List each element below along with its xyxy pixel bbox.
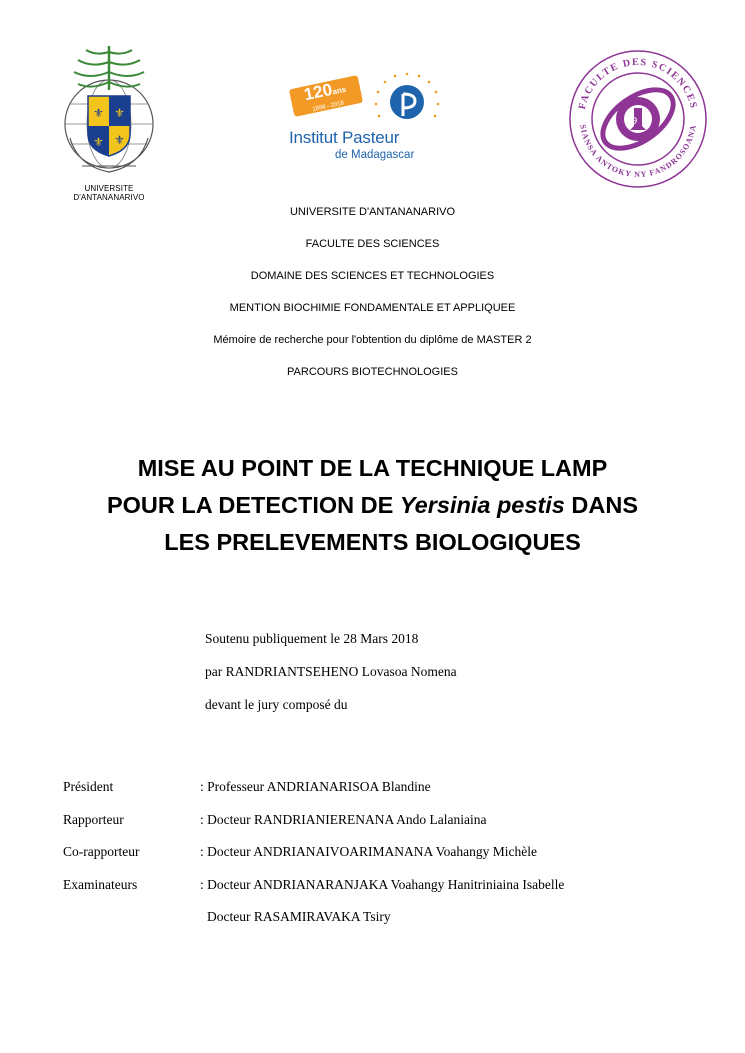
defense-date: Soutenu publiquement le 28 Mars 2018 bbox=[205, 631, 419, 646]
title-species: Yersinia pestis bbox=[399, 492, 565, 518]
svg-text:⚜: ⚜ bbox=[114, 106, 125, 120]
title-line-3: LES PRELEVEMENTS BIOLOGIQUES bbox=[164, 529, 581, 555]
svg-text:⚜: ⚜ bbox=[93, 106, 104, 120]
anniversary-number: 120 bbox=[302, 79, 334, 105]
header-track: PARCOURS BIOTECHNOLOGIES bbox=[287, 366, 458, 378]
jury-role: Rapporteur bbox=[63, 811, 124, 827]
institut-pasteur-logo bbox=[285, 72, 455, 167]
jury-row-examinateurs bbox=[63, 876, 703, 909]
jury-row-co-rapporteur bbox=[63, 843, 703, 876]
svg-text:∂: ∂ bbox=[632, 116, 638, 127]
jury-row-president bbox=[63, 778, 703, 811]
jury-member: : Docteur ANDRIANAIVOARIMANANA Voahangy Michèle bbox=[200, 844, 537, 859]
jury-member: : Docteur RANDRIANIERENANA Ando Lalaniaina bbox=[200, 811, 487, 827]
faculty-logo bbox=[566, 48, 710, 190]
defense-info bbox=[205, 630, 457, 729]
svg-text:⚜: ⚜ bbox=[93, 135, 104, 149]
anniversary-badge bbox=[289, 75, 363, 117]
jury-row-examinateur-extra bbox=[63, 908, 703, 941]
header-university: UNIVERSITE D'ANTANANARIVO bbox=[289, 206, 456, 218]
jury-role: Co-rapporteur bbox=[63, 844, 140, 859]
title-line-2-before: POUR LA DETECTION DE bbox=[106, 492, 400, 518]
jury-role: Examinateurs bbox=[63, 876, 138, 892]
anniversary-suffix: ans bbox=[331, 84, 348, 97]
institut-pasteur-subname: de Madagascar bbox=[335, 149, 415, 161]
jury-row-rapporteur bbox=[63, 811, 703, 844]
jury-member: Docteur RASAMIRAVAKA Tsiry bbox=[207, 909, 391, 924]
thesis-title bbox=[60, 450, 685, 561]
institut-pasteur-name: Institut Pasteur bbox=[289, 128, 400, 147]
university-logo bbox=[48, 38, 170, 202]
pasteur-stars-icon bbox=[371, 72, 443, 130]
header-mention: MENTION BIOCHIMIE FONDAMENTALE ET APPLIQUEE bbox=[229, 302, 516, 314]
header-faculty: FACULTE DES SCIENCES bbox=[305, 238, 440, 250]
svg-text:⚜: ⚜ bbox=[114, 133, 125, 147]
title-line-2 bbox=[60, 487, 685, 524]
defense-jury-intro: devant le jury composé du bbox=[205, 697, 348, 712]
jury-member: : Docteur ANDRIANARANJAKA Voahangy Hanitriniaina Isabelle bbox=[200, 876, 565, 892]
institution-header bbox=[0, 204, 745, 396]
title-line-2-after: DANS bbox=[564, 492, 639, 518]
faculty-ring-top-text: FACULTE DES SCIENCES bbox=[576, 56, 700, 111]
header-memoir: Mémoire de recherche pour l'obtention du diplôme de MASTER 2 bbox=[213, 334, 532, 346]
title-line-1: MISE AU POINT DE LA TECHNIQUE LAMP bbox=[137, 455, 608, 481]
jury-member: : Professeur ANDRIANARISOA Blandine bbox=[200, 779, 431, 794]
faculty-ring-bottom-text: SIANSA ANTOKY NY FANDROSOANA bbox=[578, 123, 698, 180]
university-emblem-icon bbox=[48, 38, 170, 184]
defense-author: par RANDRIANTSEHENO Lovasoa Nomena bbox=[205, 664, 457, 679]
university-logo-caption: UNIVERSITE D'ANTANANARIVO bbox=[73, 184, 145, 202]
jury-list bbox=[63, 778, 703, 941]
anniversary-years: 1898 - 2018 bbox=[311, 100, 345, 114]
header-domain: DOMAINE DES SCIENCES ET TECHNOLOGIES bbox=[250, 270, 495, 282]
faculty-emblem-icon bbox=[566, 48, 710, 190]
jury-role: Président bbox=[63, 779, 114, 794]
